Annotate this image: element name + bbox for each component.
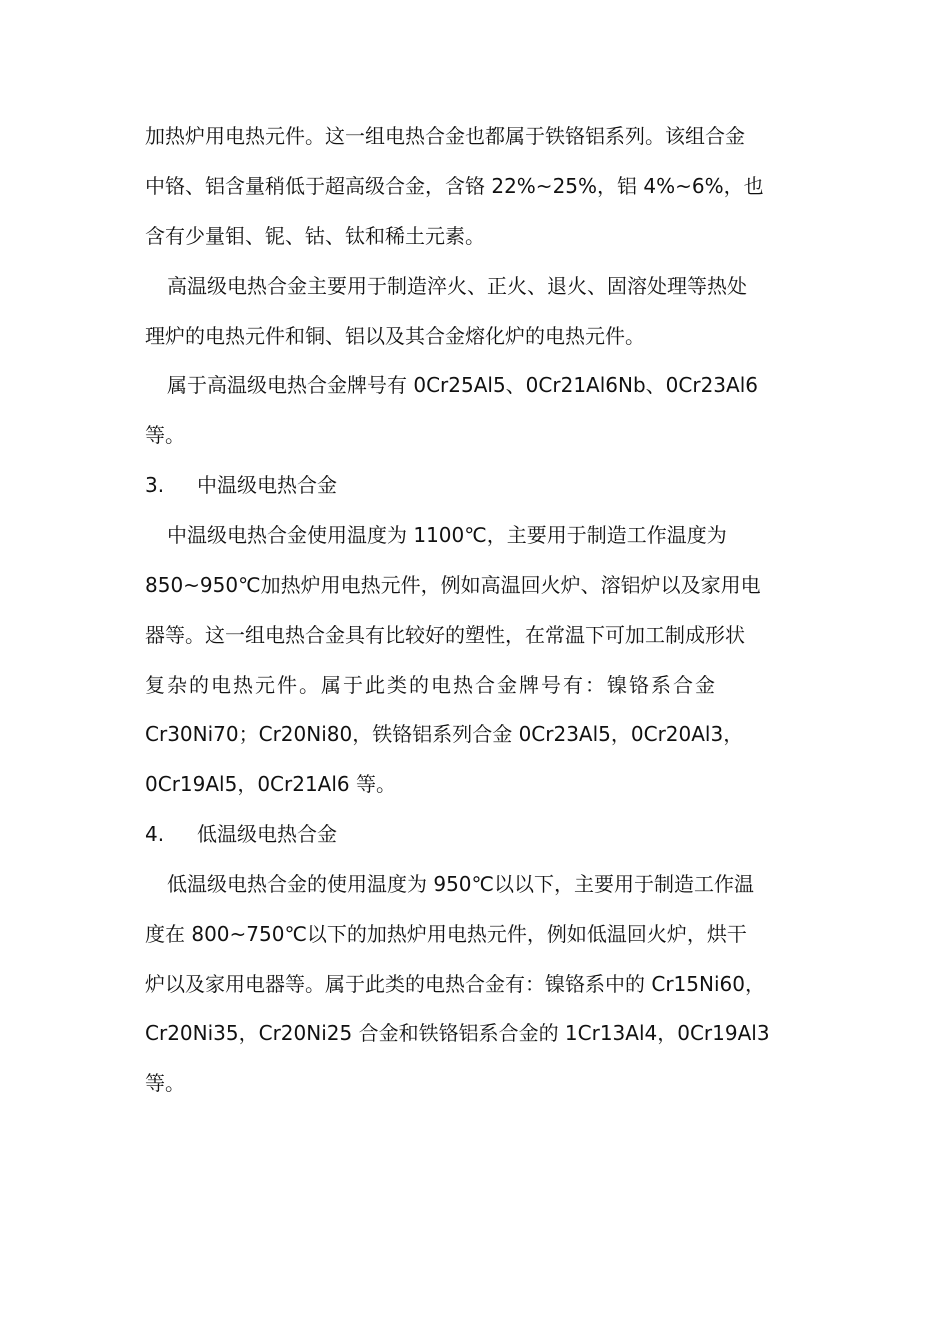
section-heading-4 <box>145 819 808 849</box>
paragraph-line: 中铬、铝含量稍低于超高级合金，含铬 22%~25%，铝 4%~6%，也 <box>145 174 764 198</box>
paragraph-line: 等。 <box>145 423 185 447</box>
heading-number: 4. <box>145 822 165 846</box>
paragraph-line: Cr20Ni35，Cr20Ni25 合金和铁铬铝系合金的 1Cr13Al4，0Cr19Al3 <box>145 1021 770 1045</box>
paragraph-line: 度在 800~750℃以下的加热炉用电热元件，例如低温回火炉，烘干 <box>145 922 747 946</box>
paragraph-line: 850~950℃加热炉用电热元件，例如高温回火炉、溶铝炉以及家用电 <box>145 573 761 597</box>
paragraph-line: 理炉的电热元件和铜、铝以及其合金熔化炉的电热元件。 <box>145 324 645 348</box>
paragraph-line: 高温级电热合金主要用于制造淬火、正火、退火、固溶处理等热处 <box>167 274 747 298</box>
section-heading-3 <box>145 470 808 500</box>
heading-text: 低温级电热合金 <box>197 822 337 846</box>
paragraph-line: Cr30Ni70；Cr20Ni80，铁铬铝系列合金 0Cr23Al5，0Cr20Al3， <box>145 722 744 746</box>
paragraph-line: 属于高温级电热合金牌号有 0Cr25Al5、0Cr21Al6Nb、0Cr23Al6 <box>167 373 758 397</box>
paragraph-line: 炉以及家用电器等。属于此类的电热合金有：镍铬系中的 Cr15Ni60， <box>145 972 765 996</box>
heading-number: 3. <box>145 473 165 497</box>
paragraph-line: 等。 <box>145 1071 185 1095</box>
paragraph-line: 中温级电热合金使用温度为 1100℃，主要用于制造工作温度为 <box>167 523 727 547</box>
paragraph-line: 0Cr19Al5，0Cr21Al6 等。 <box>145 772 397 796</box>
paragraph-line: 器等。这一组电热合金具有比较好的塑性，在常温下可加工制成形状 <box>145 623 745 647</box>
paragraph-line: 加热炉用电热元件。这一组电热合金也都属于铁铬铝系列。该组合金 <box>145 124 745 148</box>
paragraph-line: 复杂的电热元件。属于此类的电热合金牌号有：镍铬系合金 <box>145 673 717 697</box>
paragraph-line: 低温级电热合金的使用温度为 950℃以以下，主要用于制造工作温 <box>167 872 754 896</box>
paragraph-line: 含有少量钼、铌、钴、钛和稀土元素。 <box>145 224 485 248</box>
heading-text: 中温级电热合金 <box>197 473 337 497</box>
